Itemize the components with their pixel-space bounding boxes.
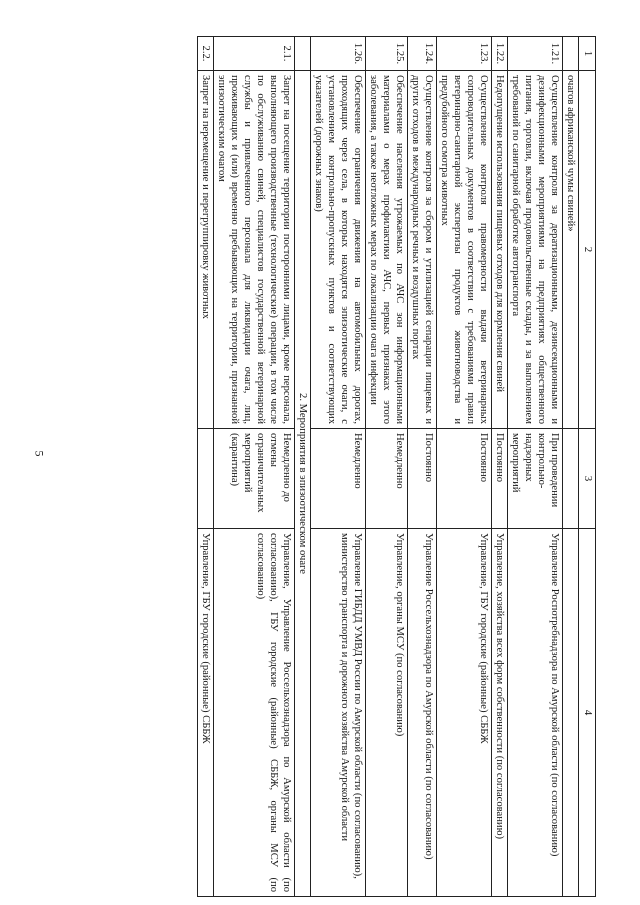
table-row: [311, 37, 366, 897]
row-period: Немедленно: [311, 429, 366, 529]
page-number: 5: [32, 450, 47, 457]
row-executor: Управление, Управление Россельхознадзора по Амурской области (по согласованию), ГБУ городские (районные) СББЖ, органы МСУ (по согласованию): [214, 529, 295, 897]
row-period: Немедленно: [366, 429, 408, 529]
row-number: 2.1.: [214, 37, 295, 71]
header-cell-4: 4: [579, 529, 596, 897]
table-row: [366, 37, 408, 897]
row-executor: Управление Россельхознадзора по Амурской области (по согласованию): [408, 529, 437, 897]
table-header-row: [579, 37, 596, 897]
row-measure: Осуществление контроля за сбором и утилизацией сепарации пищевых и других отходов в международных речных и воздушных портах: [408, 71, 437, 429]
row-number: [563, 37, 579, 71]
row-executor: Управление, органы МСУ (по согласованию): [366, 529, 408, 897]
row-period: Постоянно: [492, 429, 508, 529]
row-number: 1.23.: [437, 37, 492, 71]
row-measure: Осуществление контроля правомерности выдачи ветеринарных сопроводительных документов в соответствии с требованиями правил ветеринарно-санитарной экспертизы продуктов животноводства и предубойного осмотра животных: [437, 71, 492, 429]
row-executor: Управление Роспотребнадзора по Амурской области (по согласованию): [508, 529, 563, 897]
row-executor: Управление, ГБУ городские (районные) СББЖ: [437, 529, 492, 897]
table-row: [563, 37, 579, 897]
section-title: 2. Мероприятия в эпизоотическом очаге: [295, 71, 311, 897]
row-executor: Управление, ГБУ городские (районные) СББЖ: [198, 529, 214, 897]
row-period: При проведении контрольно-надзорных мероприятий: [508, 429, 563, 529]
row-number: 1.25.: [366, 37, 408, 71]
row-number: 2.2.: [198, 37, 214, 71]
row-measure: Запрет на посещение территории посторонними лицами, кроме персонала, выполняющего производственные (технологические) операции, в том числе по обслуживанию свиней, специалистов государственной ветеринарной службы и привлеченного персонала для ликвидации очага, лиц, проживающих и (или) временно пребывающих на территории, признанной эпизоотическим очагом: [214, 71, 295, 429]
table-row: [214, 37, 295, 897]
row-measure: Недопущение использования пищевых отходов для кормления свиней: [492, 71, 508, 429]
section-spacer: [295, 37, 311, 71]
row-measure: Обеспечение населения угрожаемых по АЧС зон информационными материалами о мерах профилактики АЧС, первых признаках этого заболевания, а также неотложных мерах по локализации очага инфекции: [366, 71, 408, 429]
measures-table: [197, 36, 596, 897]
row-number: 1.24.: [408, 37, 437, 71]
row-measure: Запрет на перемещение и перегруппировку животных: [198, 71, 214, 429]
row-measure: Обеспечение ограничения движения на автомобильных дорогах, проходящих через села, в которых находятся эпизоотические очаги, с установлением контрольно-пропускных пунктов и соответствующих указателей (дорожных знаков): [311, 71, 366, 429]
table-row: [492, 37, 508, 897]
rotated-page: [96, 36, 596, 896]
row-period: Постоянно: [408, 429, 437, 529]
table-row: [437, 37, 492, 897]
row-measure: Осуществление контроля за дератизационными, дезинсекционными и дезинфекционными мероприятиями на предприятиях общественного питания, торговли, включая продовольственные склады, и за выполнением требований по санитарной обработке автотранспорта: [508, 71, 563, 429]
row-period: Постоянно: [437, 429, 492, 529]
header-cell-3: 3: [579, 429, 596, 529]
row-number: 1.22.: [492, 37, 508, 71]
row-number: 1.26.: [311, 37, 366, 71]
row-period: Немедленно до отмены ограничительных мероприятий (карантина): [214, 429, 295, 529]
row-executor: [563, 529, 579, 897]
row-executor: Управление ГИБДД УМВД России по Амурской области (по согласованию), министерство транспорта и дорожного хозяйства Амурской области: [311, 529, 366, 897]
row-period: [563, 429, 579, 529]
header-cell-2: 2: [579, 71, 596, 429]
row-number: 1.21.: [508, 37, 563, 71]
header-cell-1: 1: [579, 37, 596, 71]
section-row: [295, 37, 311, 897]
row-executor: Управление, хозяйства всех форм собственности (по согласованию): [492, 529, 508, 897]
table-row: [198, 37, 214, 897]
table-row: [408, 37, 437, 897]
row-period: [198, 429, 214, 529]
row-measure: очагов африканской чумы свиней»: [563, 71, 579, 429]
table-row: [508, 37, 563, 897]
